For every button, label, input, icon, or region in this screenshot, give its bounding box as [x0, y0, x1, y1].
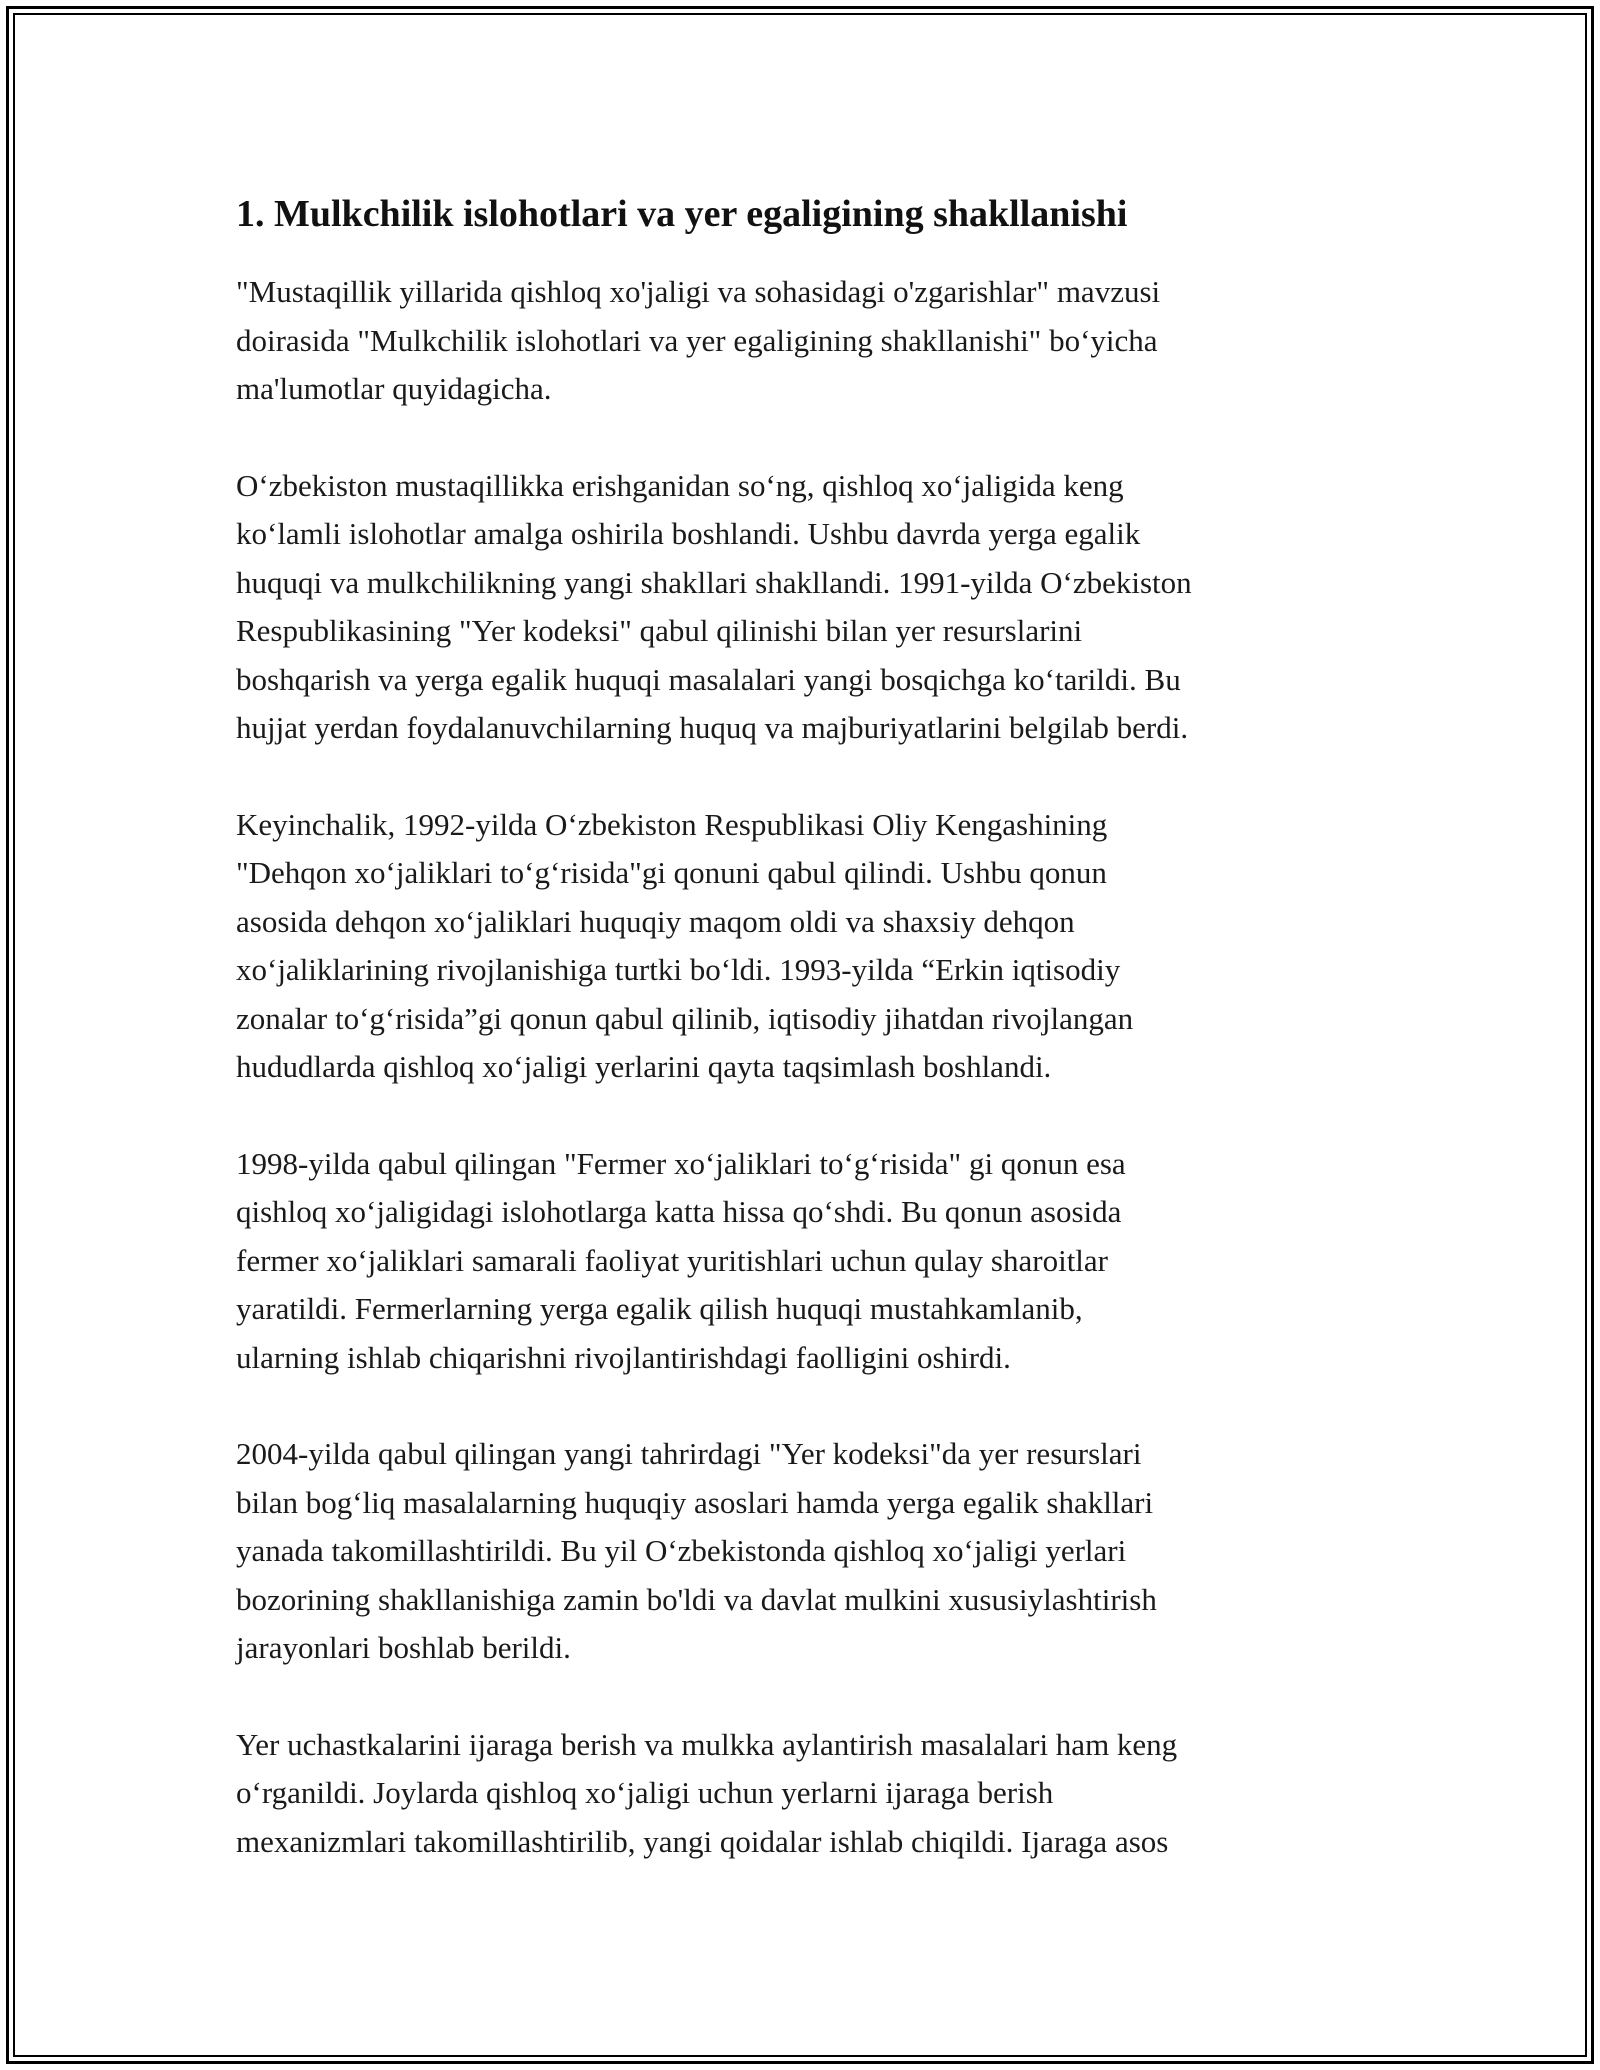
text-line: o‘rganildi. Joylarda qishloq xo‘jaligi uchun yerlarni ijaraga berish — [236, 1775, 1054, 1810]
text-line: "Dehqon xo‘jaliklari to‘g‘risida"gi qonuni qabul qilindi. Ushbu qonun — [236, 855, 1107, 890]
text-line: qishloq xo‘jaligidagi islohotlarga katta hissa qo‘shdi. Bu qonun asosida — [236, 1194, 1122, 1229]
text-line: fermer xo‘jaliklari samarali faoliyat yuritishlari uchun qulay sharoitlar — [236, 1242, 1108, 1278]
paragraph-1991 — [236, 462, 1386, 753]
text-line: boshqarish va yerga egalik huquqi masalalari yangi bosqichga ko‘tarildi. Bu — [236, 661, 1181, 697]
text-line: huquqi va mulkchilikning yangi shakllari shakllandi. 1991-yilda O‘zbekiston — [236, 564, 1192, 600]
text-line: yanada takomillashtirildi. Bu yil O‘zbekistonda qishloq xo‘jaligi yerlari — [236, 1533, 1127, 1568]
text-line: "Mustaqillik yillarida qishloq xo'jaligi va sohasidagi o'zgarishlar" mavzusi — [236, 274, 1161, 309]
text-line: jarayonlari boshlab berildi. — [236, 1630, 571, 1665]
text-line: Yer uchastkalarini ijaraga berish va mulkka aylantirish masalalari ham keng — [236, 1726, 1178, 1762]
paragraph-2004 — [236, 1430, 1386, 1673]
text-line: ma'lumotlar quyidagicha. — [236, 371, 552, 406]
text-line: asosida dehqon xo‘jaliklari huquqiy maqom oldi va shaxsiy dehqon — [236, 903, 1075, 939]
text-line: zonalar to‘g‘risida”gi qonun qabul qilinib, iqtisodiy jihatdan rivojlangan — [236, 1000, 1134, 1036]
text-line: Keyinchalik, 1992-yilda O‘zbekiston Respublikasi Oliy Kengashining — [236, 806, 1108, 842]
document-body — [236, 186, 1386, 1914]
text-line: hujjat yerdan foydalanuvchilarning huquq va majburiyatlarini belgilab berdi. — [236, 710, 1189, 745]
text-line: ko‘lamli islohotlar amalga oshirila boshlandi. Ushbu davrda yerga egalik — [236, 516, 1141, 551]
text-line: Respublikasining "Yer kodeksi" qabul qilinishi bilan yer resurslarini — [236, 613, 1083, 648]
text-line: mexanizmlari takomillashtirilib, yangi qoidalar ishlab chiqildi. Ijaraga asos — [236, 1823, 1169, 1859]
text-line: bilan bog‘liq masalalarning huquqiy asoslari hamda yerga egalik shakllari — [236, 1484, 1154, 1520]
paragraph-lease — [236, 1721, 1386, 1867]
text-line: bozorining shakllanishiga zamin bo'ldi va davlat mulkini xususiylashtirish — [236, 1581, 1157, 1617]
text-line: 1998-yilda qabul qilingan "Fermer xo‘jaliklari to‘g‘risida" gi qonun esa — [236, 1145, 1126, 1181]
text-line: O‘zbekiston mustaqillikka erishganidan so‘ng, qishloq xo‘jaligida keng — [236, 467, 1124, 503]
section-heading: 1. Mulkchilik islohotlari va yer egaligining shakllanishi — [236, 193, 1128, 235]
text-line: doirasida "Mulkchilik islohotlari va yer egaligining shakllanishi" bo‘yicha — [236, 322, 1158, 358]
text-line: yaratildi. Fermerlarning yerga egalik qilish huquqi mustahkamlanib, — [236, 1291, 1083, 1326]
text-line: ularning ishlab chiqarishni rivojlantirishdagi faolligini oshirdi. — [236, 1339, 1011, 1375]
text-line: 2004-yilda qabul qilingan yangi tahrirdagi "Yer kodeksi"da yer resurslari — [236, 1436, 1142, 1471]
paragraph-intro — [236, 268, 1386, 414]
text-line: hududlarda qishloq xo‘jaligi yerlarini qayta taqsimlash boshlandi. — [236, 1049, 1052, 1084]
text-line: xo‘jaliklarining rivojlanishiga turtki bo‘ldi. 1993-yilda “Erkin iqtisodiy — [236, 952, 1121, 987]
paragraph-1992 — [236, 801, 1386, 1092]
paragraph-1998 — [236, 1140, 1386, 1383]
